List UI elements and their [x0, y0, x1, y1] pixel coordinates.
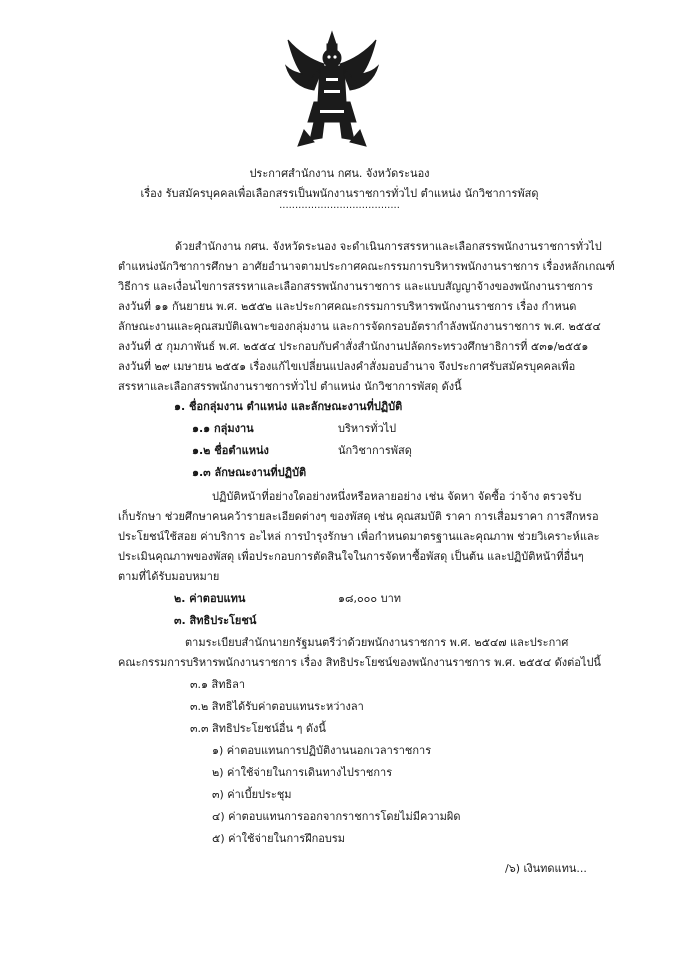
item-3-2: ๓.๒ สิทธิได้รับค่าตอบแทนระหว่างลา [190, 700, 364, 713]
intro-line-7: ลงวันที่ ๒๙ เมษายน ๒๕๕๑ เรื่องแก้ไขเปลี่ยนแปลงคำสั่งมอบอำนาจ จึงประกาศรับสมัครบุคคลเพื่อ [118, 360, 576, 373]
benefits-intro-line-1: ตามระเบียบสำนักนายกรัฐมนตรีว่าด้วยพนักงานราชการ พ.ศ. ๒๕๔๗ และประกาศ [185, 636, 569, 649]
announcement-subject: เรื่อง รับสมัครบุคคลเพื่อเลือกสรรเป็นพนักงานราชการทั่วไป ตำแหน่ง นักวิชาการพัสดุ [140, 187, 539, 200]
section-3-heading: ๓. สิทธิประโยชน์ [174, 614, 257, 627]
intro-line-6: ลงวันที่ ๕ กุมภาพันธ์ พ.ศ. ๒๕๕๔ ประกอบกับคำสั่งสำนักงานปลัดกระทรวงศึกษาธิการที่ ๕๓๑/๒๕๕๑ [118, 340, 589, 353]
benefit-item-2: ๒) ค่าใช้จ่ายในการเดินทางไปราชการ [212, 766, 393, 779]
benefit-item-3: ๓) ค่าเบี้ยประชุม [212, 788, 292, 801]
benefit-item-5: ๕) ค่าใช้จ่ายในการฝึกอบรม [212, 832, 346, 845]
item-1-2-value: นักวิชาการพัสดุ [338, 444, 412, 457]
intro-line-4: ลงวันที่ ๑๑ กันยายน พ.ศ. ๒๕๕๒ และประกาศคณะกรรมการบริหารพนักงานราชการ เรื่อง กำหนด [118, 300, 577, 313]
benefits-intro-line-2: คณะกรรมการบริหารพนักงานราชการ เรื่อง สิทธิประโยชน์ของพนักงานราชการ พ.ศ. ๒๕๕๔ ดังต่อไปนี้ [118, 656, 601, 669]
intro-line-5: ลักษณะงานและคุณสมบัติเฉพาะของกลุ่มงาน และการจัดกรอบอัตรากำลังพนักงานราชการ พ.ศ. ๒๕๕๔ [118, 320, 601, 333]
intro-line-2: ตำแหน่งนักวิชาการศึกษา อาศัยอำนาจตามประกาศคณะกรรมการบริหารพนักงานราชการ เรื่องหลักเกณฑ์ [118, 260, 615, 273]
item-1-3-label: ๑.๓ ลักษณะงานที่ปฏิบัติ [192, 466, 307, 479]
intro-line-1: ด้วยสำนักงาน กศน. จังหวัดระนอง จะดำเนินการสรรหาและเลือกสรรพนักงานราชการทั่วไป [175, 240, 602, 253]
intro-line-8: สรรหาและเลือกสรรพนักงานราชการทั่วไป ตำแหน่ง นักวิชาการพัสดุ ดังนี้ [118, 380, 462, 393]
benefit-item-4: ๔) ค่าตอบแทนการออกจากราชการโดยไม่มีความผิด [212, 810, 461, 823]
announcement-title: ประกาศสำนักงาน กศน. จังหวัดระนอง [249, 167, 430, 180]
section-2-heading: ๒. ค่าตอบแทน [174, 592, 246, 605]
duties-line-3: ประโยชน์ใช้สอย ค่าบริการ อะไหล่ การบำรุงรักษา เพื่อกำหนดมาตรฐานและคุณภาพ ช่วยวิเคราะห์และ [118, 530, 600, 543]
item-1-2-label: ๑.๒ ชื่อตำแหน่ง [192, 444, 269, 457]
duties-line-5: ตามที่ได้รับมอบหมาย [118, 570, 220, 583]
duties-line-1: ปฏิบัติหน้าที่อย่างใดอย่างหนึ่งหรือหลายอย่าง เช่น จัดหา จัดซื้อ ว่าจ้าง ตรวจรับ [212, 490, 582, 503]
item-1-1-label: ๑.๑ กลุ่มงาน [192, 422, 254, 435]
duties-line-2: เก็บรักษา ช่วยศึกษาคนคว้ารายละเอียดต่างๆ ของพัสดุ เช่น คุณสมบัติ ราคา การเสื่อมราคา การสึกหรอ [118, 510, 599, 523]
compensation-value: ๑๘,๐๐๐ บาท [338, 592, 402, 605]
garuda-emblem-icon [284, 30, 380, 148]
intro-line-3: วิธีการ และเงื่อนไขการสรรหาและเลือกสรรพนักงานราชการ และแบบสัญญาจ้างของพนักงานราชการ [118, 280, 593, 293]
page-continuation: /๖) เงินทดแทน... [505, 862, 587, 875]
item-3-1: ๓.๑ สิทธิลา [190, 678, 246, 691]
title-separator: ...................................... [279, 200, 400, 211]
item-1-1-value: บริหารทั่วไป [338, 422, 397, 435]
benefit-item-1: ๑) ค่าตอบแทนการปฏิบัติงานนอกเวลาราชการ [212, 744, 432, 757]
duties-line-4: ประเมินคุณภาพของพัสดุ เพื่อประกอบการตัดสินใจในการจัดหาซื้อพัสดุ เป็นต้น และปฏิบัติหน้าที่อื่นๆ [118, 550, 584, 563]
item-3-3: ๓.๓ สิทธิประโยชน์อื่น ๆ ดังนี้ [190, 722, 326, 735]
section-1-heading: ๑. ชื่อกลุ่มงาน ตำแหน่ง และลักษณะงานที่ปฏิบัติ [174, 400, 403, 413]
